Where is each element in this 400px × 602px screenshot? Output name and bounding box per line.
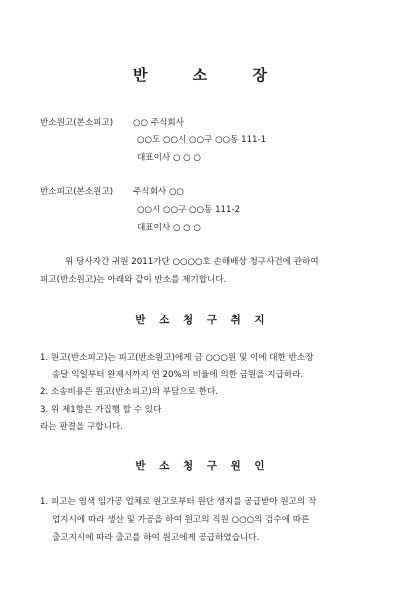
purpose-line-2: 송달 익일부터 완제시까지 연 20%의 비율에 의한 금원을 지급하라. [52, 370, 304, 380]
counter-defendant-role: 반소피고(본소원고) [40, 187, 114, 197]
counter-plaintiff-address: ○○도 ○○시 ○○구 ○○동 111-1 [137, 135, 267, 145]
cause-heading: 반 소 청 구 원 인 [135, 460, 270, 472]
purpose-line-3: 2. 소송비용은 원고(반소피고)의 부담으로 한다. [40, 387, 218, 397]
counter-plaintiff-name: ○○ 주식회사 [133, 118, 184, 128]
counter-plaintiff-representative: 대표이사 ○ ○ ○ [137, 153, 201, 163]
intro-line-2: 피고(반소원고)는 아래와 같이 반소를 제기합니다. [40, 275, 227, 285]
cause-line-1: 1. 피고는 염색 임가공 업체로 원고로부터 원단 생지를 공급받아 원고의 작 [40, 497, 317, 507]
counter-defendant-name: 주식회사 ○○ [133, 187, 184, 197]
purpose-line-5: 라는 판결을 구합니다. [40, 422, 123, 432]
counter-defendant-representative: 대표이사 ○ ○ ○ [137, 223, 201, 233]
purpose-line-4: 3. 위 제1항은 가집행 할 수 있다 [40, 405, 162, 415]
cause-line-3: 출고지시에 따라 출고를 하여 원고에게 공급하였습니다. [52, 533, 260, 543]
counter-defendant-address: ○○시 ○○구 ○○동 111-2 [137, 205, 241, 215]
purpose-heading: 반 소 청 구 취 지 [135, 314, 270, 326]
intro-line-1: 위 당사자간 귀원 2011가단 ○○○○호 손해배상 청구사건에 관하여 [65, 257, 319, 267]
counter-plaintiff-role: 반소원고(본소피고) [40, 118, 114, 128]
document-title: 반 소 장 [133, 66, 287, 84]
cause-line-2: 업지시에 따라 생산 및 가공을 하여 원고의 직원 ○○○의 검수에 따른 [52, 515, 310, 525]
purpose-line-1: 1. 원고(반소피고)는 피고(반소원고)에게 금 ○○○원 및 이에 대한 반소장 [40, 353, 314, 363]
